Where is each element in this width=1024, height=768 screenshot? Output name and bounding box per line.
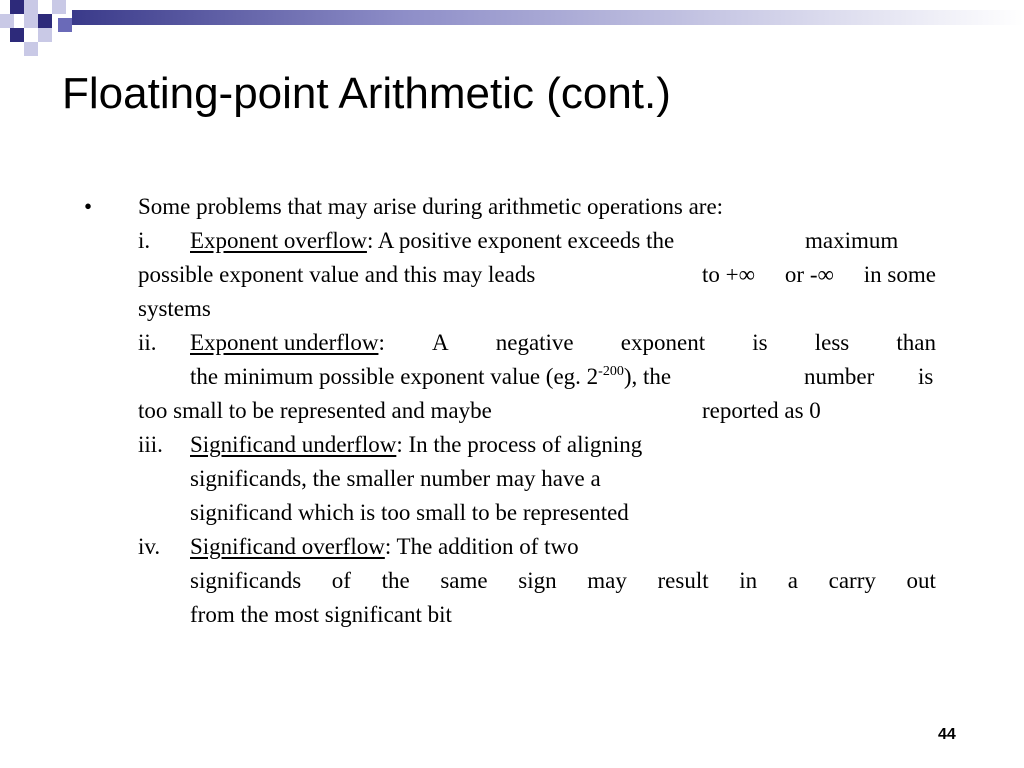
item-text: reported as 0	[702, 398, 821, 423]
deco-square	[52, 0, 66, 14]
item-word: number	[804, 364, 875, 389]
item-justified-line	[190, 564, 936, 598]
item-word: carry	[828, 568, 876, 593]
item-line	[190, 224, 674, 258]
deco-square	[0, 14, 14, 28]
deco-square	[24, 0, 38, 14]
deco-square	[10, 0, 24, 14]
item-text: : A positive exponent exceeds the	[366, 228, 675, 253]
item-line	[190, 530, 579, 564]
item-text: maximum	[805, 228, 899, 253]
item-word: Exponent underflow:	[190, 330, 385, 355]
item-number: iv.	[138, 534, 161, 559]
item-text: the minimum possible exponent value (eg. $2^{-200}$), the	[190, 364, 672, 389]
item-text: possible exponent value and this may leads	[138, 262, 536, 287]
item-word: less	[814, 330, 850, 355]
item-term: Exponent underflow	[190, 330, 379, 355]
item-text: significands, the smaller number may have a	[190, 466, 601, 491]
item-word: out	[906, 568, 936, 593]
item-word: may	[587, 568, 627, 593]
item-justified-line	[702, 258, 936, 292]
item-line	[190, 428, 642, 462]
header-decoration	[0, 0, 1024, 70]
item-number: ii.	[138, 330, 157, 355]
item-word: in some	[863, 262, 936, 287]
item-word: result	[657, 568, 709, 593]
item-word: than	[896, 330, 936, 355]
item-term: Significand underflow	[190, 432, 397, 457]
item-number: i.	[138, 228, 151, 253]
item-word: is	[752, 330, 768, 355]
exponent-superscript: -200	[598, 364, 624, 379]
bullet-marker: •	[84, 194, 93, 219]
item-justified-line	[190, 326, 936, 360]
item-word: to +∞	[702, 262, 756, 287]
item-word: same	[440, 568, 488, 593]
item-word: exponent	[620, 330, 706, 355]
item-text: from the most significant bit	[190, 602, 452, 627]
deco-square	[38, 28, 52, 42]
item-term: Significand overflow	[190, 534, 385, 559]
deco-square	[24, 42, 38, 56]
item-word: significands	[190, 568, 302, 593]
item-text: significand which is too small to be represented	[190, 500, 629, 525]
item-text: systems	[138, 296, 211, 321]
page-number: 44	[938, 726, 956, 743]
item-word: of	[331, 568, 351, 593]
item-term: Exponent overflow	[190, 228, 367, 253]
item-text: : In the process of aligning	[396, 432, 643, 457]
deco-square	[58, 18, 72, 32]
item-word: the	[381, 568, 410, 593]
item-word: A	[431, 330, 449, 355]
item-text: too small to be represented and maybe	[138, 398, 492, 423]
item-word: is	[918, 364, 934, 389]
item-word: in	[739, 568, 758, 593]
item-word: or -∞	[784, 262, 834, 287]
deco-square	[24, 14, 38, 28]
item-number: iii.	[138, 432, 163, 457]
header-gradient-band	[72, 10, 1024, 25]
slide-title: Floating-point Arithmetic (cont.)	[62, 69, 671, 118]
item-word: a	[787, 568, 798, 593]
item-text: : The addition of two	[384, 534, 579, 559]
deco-square	[38, 14, 52, 28]
item-word: negative	[495, 330, 574, 355]
deco-square	[10, 28, 24, 42]
bullet-intro: Some problems that may arise during arithmetic operations are:	[138, 194, 724, 219]
item-word: sign	[518, 568, 557, 593]
